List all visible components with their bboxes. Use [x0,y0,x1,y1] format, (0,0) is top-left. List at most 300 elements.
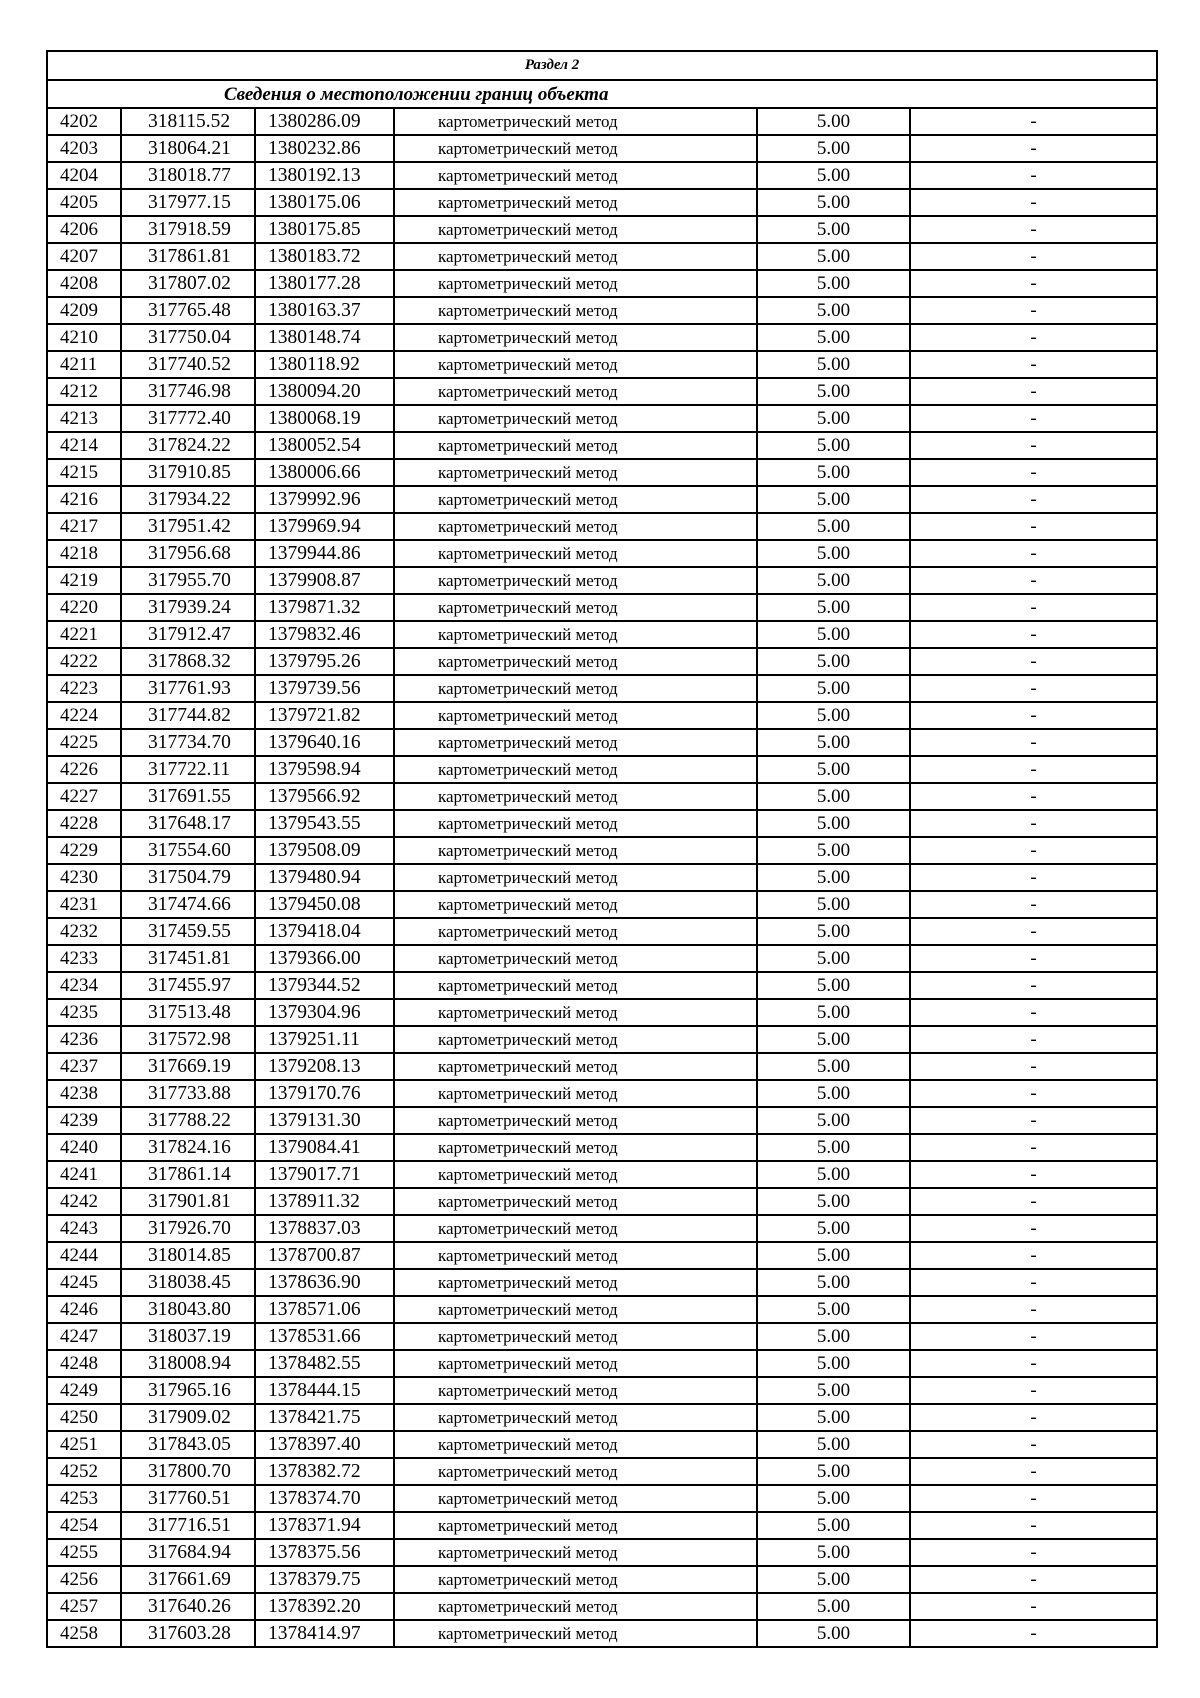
coordinate-x-cell: 317910.85 [121,459,255,486]
method-cell: картометрический метод [394,351,757,378]
point-number-cell: 4230 [47,864,121,891]
table-row [47,108,1157,135]
precision-cell: 5.00 [757,513,910,540]
coordinate-x-cell: 317951.42 [121,513,255,540]
method-cell: картометрический метод [394,135,757,162]
method-cell: картометрический метод [394,1080,757,1107]
precision-cell: 5.00 [757,540,910,567]
table-row [47,351,1157,378]
method-cell: картометрический метод [394,837,757,864]
precision-cell: 5.00 [757,162,910,189]
description-cell: - [910,810,1157,837]
method-cell: картометрический метод [394,891,757,918]
point-number-cell: 4247 [47,1323,121,1350]
method-cell: картометрический метод [394,1053,757,1080]
method-cell: картометрический метод [394,1323,757,1350]
coordinate-y-cell: 1378375.56 [255,1539,394,1566]
precision-cell: 5.00 [757,297,910,324]
table-row [47,1350,1157,1377]
coordinate-y-cell: 1378837.03 [255,1215,394,1242]
description-cell: - [910,459,1157,486]
coordinate-y-cell: 1379969.94 [255,513,394,540]
point-number-cell: 4232 [47,918,121,945]
precision-cell: 5.00 [757,1377,910,1404]
coordinate-x-cell: 318008.94 [121,1350,255,1377]
point-number-cell: 4242 [47,1188,121,1215]
point-number-cell: 4238 [47,1080,121,1107]
precision-cell: 5.00 [757,972,910,999]
table-row [47,432,1157,459]
method-cell: картометрический метод [394,108,757,135]
coordinate-x-cell: 317861.81 [121,243,255,270]
table-row [47,1053,1157,1080]
coordinate-y-cell: 1379795.26 [255,648,394,675]
point-number-cell: 4211 [47,351,121,378]
coordinate-x-cell: 317572.98 [121,1026,255,1053]
method-cell: картометрический метод [394,1431,757,1458]
coordinate-x-cell: 317734.70 [121,729,255,756]
point-number-cell: 4244 [47,1242,121,1269]
precision-cell: 5.00 [757,1485,910,1512]
precision-cell: 5.00 [757,216,910,243]
description-cell: - [910,513,1157,540]
description-cell: - [910,1431,1157,1458]
precision-cell: 5.00 [757,945,910,972]
coordinate-x-cell: 317691.55 [121,783,255,810]
coordinate-x-cell: 317956.68 [121,540,255,567]
table-row [47,135,1157,162]
table-row [47,702,1157,729]
description-cell: - [910,1161,1157,1188]
method-cell: картометрический метод [394,864,757,891]
precision-cell: 5.00 [757,1566,910,1593]
table-row [47,594,1157,621]
point-number-cell: 4210 [47,324,121,351]
point-number-cell: 4206 [47,216,121,243]
table-row [47,567,1157,594]
coordinate-y-cell: 1379992.96 [255,486,394,513]
description-cell: - [910,1080,1157,1107]
point-number-cell: 4237 [47,1053,121,1080]
table-row [47,162,1157,189]
coordinate-y-cell: 1379208.13 [255,1053,394,1080]
coordinate-x-cell: 317926.70 [121,1215,255,1242]
description-cell: - [910,1296,1157,1323]
point-number-cell: 4241 [47,1161,121,1188]
method-cell: картометрический метод [394,972,757,999]
method-cell: картометрический метод [394,1512,757,1539]
point-number-cell: 4212 [47,378,121,405]
point-number-cell: 4258 [47,1620,121,1647]
coordinate-x-cell: 317955.70 [121,567,255,594]
coordinate-y-cell: 1379832.46 [255,621,394,648]
method-cell: картометрический метод [394,783,757,810]
description-cell: - [910,243,1157,270]
point-number-cell: 4204 [47,162,121,189]
table-row [47,1431,1157,1458]
precision-cell: 5.00 [757,1242,910,1269]
section-label: Раздел 2 [47,51,1157,80]
method-cell: картометрический метод [394,1296,757,1323]
coordinate-y-cell: 1379017.71 [255,1161,394,1188]
method-cell: картометрический метод [394,1026,757,1053]
method-cell: картометрический метод [394,918,757,945]
point-number-cell: 4202 [47,108,121,135]
coordinate-x-cell: 317843.05 [121,1431,255,1458]
coordinate-x-cell: 317716.51 [121,1512,255,1539]
precision-cell: 5.00 [757,432,910,459]
table-row [47,918,1157,945]
method-cell: картометрический метод [394,216,757,243]
precision-cell: 5.00 [757,702,910,729]
coordinate-y-cell: 1378392.20 [255,1593,394,1620]
description-cell: - [910,1512,1157,1539]
table-row [47,486,1157,513]
table-row [47,864,1157,891]
table-row [47,540,1157,567]
point-number-cell: 4248 [47,1350,121,1377]
table-row [47,1485,1157,1512]
precision-cell: 5.00 [757,891,910,918]
description-cell: - [910,837,1157,864]
coordinate-x-cell: 318064.21 [121,135,255,162]
coordinate-x-cell: 317965.16 [121,1377,255,1404]
method-cell: картометрический метод [394,297,757,324]
point-number-cell: 4243 [47,1215,121,1242]
table-row [47,945,1157,972]
point-number-cell: 4219 [47,567,121,594]
description-cell: - [910,108,1157,135]
description-cell: - [910,783,1157,810]
precision-cell: 5.00 [757,756,910,783]
point-number-cell: 4209 [47,297,121,324]
point-number-cell: 4226 [47,756,121,783]
coordinate-y-cell: 1379640.16 [255,729,394,756]
precision-cell: 5.00 [757,567,910,594]
precision-cell: 5.00 [757,1026,910,1053]
coordinate-x-cell: 317807.02 [121,270,255,297]
precision-cell: 5.00 [757,1404,910,1431]
coordinate-x-cell: 317918.59 [121,216,255,243]
coordinate-x-cell: 317554.60 [121,837,255,864]
description-cell: - [910,648,1157,675]
point-number-cell: 4256 [47,1566,121,1593]
description-cell: - [910,1593,1157,1620]
method-cell: картометрический метод [394,1107,757,1134]
coordinate-y-cell: 1379344.52 [255,972,394,999]
table-row [47,837,1157,864]
coordinate-y-cell: 1379480.94 [255,864,394,891]
precision-cell: 5.00 [757,1323,910,1350]
coordinate-x-cell: 317669.19 [121,1053,255,1080]
description-cell: - [910,675,1157,702]
description-cell: - [910,540,1157,567]
coordinate-x-cell: 317640.26 [121,1593,255,1620]
coordinate-x-cell: 317861.14 [121,1161,255,1188]
precision-cell: 5.00 [757,999,910,1026]
method-cell: картометрический метод [394,243,757,270]
method-cell: картометрический метод [394,702,757,729]
table-title: Сведения о местоположении границ объекта [47,80,1157,108]
description-cell: - [910,1107,1157,1134]
table-row [47,756,1157,783]
table-row [47,513,1157,540]
method-cell: картометрический метод [394,1269,757,1296]
method-cell: картометрический метод [394,999,757,1026]
table-body [47,51,1157,1647]
coordinate-y-cell: 1380175.06 [255,189,394,216]
method-cell: картометрический метод [394,1188,757,1215]
coordinate-x-cell: 318037.19 [121,1323,255,1350]
coordinate-x-cell: 318014.85 [121,1242,255,1269]
coordinate-y-cell: 1379721.82 [255,702,394,729]
precision-cell: 5.00 [757,1458,910,1485]
coordinate-y-cell: 1378700.87 [255,1242,394,1269]
table-row [47,1242,1157,1269]
table-title-row [47,80,1157,108]
coordinate-y-cell: 1380232.86 [255,135,394,162]
precision-cell: 5.00 [757,1539,910,1566]
precision-cell: 5.00 [757,270,910,297]
precision-cell: 5.00 [757,594,910,621]
method-cell: картометрический метод [394,1539,757,1566]
precision-cell: 5.00 [757,1431,910,1458]
table-row [47,1134,1157,1161]
description-cell: - [910,378,1157,405]
point-number-cell: 4207 [47,243,121,270]
point-number-cell: 4231 [47,891,121,918]
point-number-cell: 4251 [47,1431,121,1458]
table-row [47,1458,1157,1485]
coordinate-x-cell: 317459.55 [121,918,255,945]
table-row [47,1080,1157,1107]
coordinate-x-cell: 317934.22 [121,486,255,513]
table-row [47,189,1157,216]
precision-cell: 5.00 [757,189,910,216]
precision-cell: 5.00 [757,864,910,891]
method-cell: картометрический метод [394,162,757,189]
table-row [47,405,1157,432]
coordinate-y-cell: 1379304.96 [255,999,394,1026]
coordinate-y-cell: 1380094.20 [255,378,394,405]
method-cell: картометрический метод [394,324,757,351]
coordinate-x-cell: 317760.51 [121,1485,255,1512]
method-cell: картометрический метод [394,945,757,972]
precision-cell: 5.00 [757,459,910,486]
point-number-cell: 4223 [47,675,121,702]
description-cell: - [910,1539,1157,1566]
description-cell: - [910,162,1157,189]
coordinate-x-cell: 317772.40 [121,405,255,432]
coordinate-y-cell: 1380177.28 [255,270,394,297]
point-number-cell: 4228 [47,810,121,837]
point-number-cell: 4225 [47,729,121,756]
table-row [47,459,1157,486]
coordinate-y-cell: 1379131.30 [255,1107,394,1134]
coordinate-x-cell: 317824.22 [121,432,255,459]
table-row [47,1107,1157,1134]
table-row [47,675,1157,702]
method-cell: картометрический метод [394,486,757,513]
coordinate-x-cell: 317765.48 [121,297,255,324]
table-row [47,1269,1157,1296]
coordinate-x-cell: 317744.82 [121,702,255,729]
coordinate-y-cell: 1378636.90 [255,1269,394,1296]
precision-cell: 5.00 [757,1053,910,1080]
coordinate-y-cell: 1379566.92 [255,783,394,810]
table-row [47,1620,1157,1647]
method-cell: картометрический метод [394,459,757,486]
coordinate-y-cell: 1379366.00 [255,945,394,972]
coordinate-y-cell: 1378414.97 [255,1620,394,1647]
coordinate-x-cell: 317824.16 [121,1134,255,1161]
point-number-cell: 4234 [47,972,121,999]
coordinate-y-cell: 1380163.37 [255,297,394,324]
table-row [47,216,1157,243]
coordinate-x-cell: 318018.77 [121,162,255,189]
coordinate-x-cell: 317474.66 [121,891,255,918]
method-cell: картометрический метод [394,1620,757,1647]
coordinate-y-cell: 1379084.41 [255,1134,394,1161]
precision-cell: 5.00 [757,1161,910,1188]
method-cell: картометрический метод [394,1566,757,1593]
description-cell: - [910,1134,1157,1161]
point-number-cell: 4218 [47,540,121,567]
point-number-cell: 4205 [47,189,121,216]
precision-cell: 5.00 [757,675,910,702]
table-row [47,648,1157,675]
method-cell: картометрический метод [394,594,757,621]
coordinate-y-cell: 1380118.92 [255,351,394,378]
coordinate-y-cell: 1380052.54 [255,432,394,459]
description-cell: - [910,1458,1157,1485]
coordinate-y-cell: 1378444.15 [255,1377,394,1404]
description-cell: - [910,864,1157,891]
method-cell: картометрический метод [394,675,757,702]
method-cell: картометрический метод [394,648,757,675]
point-number-cell: 4213 [47,405,121,432]
coordinate-x-cell: 317901.81 [121,1188,255,1215]
coordinate-y-cell: 1380183.72 [255,243,394,270]
point-number-cell: 4217 [47,513,121,540]
coordinate-y-cell: 1379739.56 [255,675,394,702]
method-cell: картометрический метод [394,1350,757,1377]
point-number-cell: 4203 [47,135,121,162]
coordinate-x-cell: 317868.32 [121,648,255,675]
coordinate-y-cell: 1379871.32 [255,594,394,621]
coordinate-y-cell: 1379508.09 [255,837,394,864]
table-row [47,378,1157,405]
description-cell: - [910,1053,1157,1080]
coordinate-y-cell: 1380192.13 [255,162,394,189]
boundary-points-table [46,50,1158,1648]
point-number-cell: 4227 [47,783,121,810]
coordinate-x-cell: 317504.79 [121,864,255,891]
coordinate-y-cell: 1378421.75 [255,1404,394,1431]
coordinate-y-cell: 1379418.04 [255,918,394,945]
precision-cell: 5.00 [757,405,910,432]
description-cell: - [910,1269,1157,1296]
coordinate-x-cell: 317455.97 [121,972,255,999]
table-row [47,324,1157,351]
precision-cell: 5.00 [757,108,910,135]
table-row [47,1026,1157,1053]
coordinate-x-cell: 317761.93 [121,675,255,702]
point-number-cell: 4254 [47,1512,121,1539]
coordinate-x-cell: 317513.48 [121,999,255,1026]
method-cell: картометрический метод [394,1161,757,1188]
coordinate-y-cell: 1379251.11 [255,1026,394,1053]
table-row [47,1512,1157,1539]
precision-cell: 5.00 [757,378,910,405]
method-cell: картометрический метод [394,1134,757,1161]
precision-cell: 5.00 [757,324,910,351]
table-row [47,999,1157,1026]
precision-cell: 5.00 [757,1134,910,1161]
table-row [47,729,1157,756]
precision-cell: 5.00 [757,351,910,378]
description-cell: - [910,891,1157,918]
precision-cell: 5.00 [757,1620,910,1647]
point-number-cell: 4249 [47,1377,121,1404]
table-row [47,1593,1157,1620]
point-number-cell: 4239 [47,1107,121,1134]
coordinate-x-cell: 317750.04 [121,324,255,351]
precision-cell: 5.00 [757,1080,910,1107]
coordinate-y-cell: 1380148.74 [255,324,394,351]
table-row [47,1539,1157,1566]
coordinate-x-cell: 317800.70 [121,1458,255,1485]
description-cell: - [910,1242,1157,1269]
method-cell: картометрический метод [394,378,757,405]
table-row [47,621,1157,648]
precision-cell: 5.00 [757,837,910,864]
method-cell: картометрический метод [394,540,757,567]
point-number-cell: 4229 [47,837,121,864]
coordinate-y-cell: 1380175.85 [255,216,394,243]
precision-cell: 5.00 [757,1269,910,1296]
coordinate-y-cell: 1378571.06 [255,1296,394,1323]
method-cell: картометрический метод [394,432,757,459]
coordinate-x-cell: 318043.80 [121,1296,255,1323]
method-cell: картометрический метод [394,756,757,783]
coordinate-x-cell: 317451.81 [121,945,255,972]
description-cell: - [910,432,1157,459]
coordinate-y-cell: 1379944.86 [255,540,394,567]
method-cell: картометрический метод [394,270,757,297]
method-cell: картометрический метод [394,810,757,837]
coordinate-x-cell: 317909.02 [121,1404,255,1431]
coordinate-y-cell: 1379598.94 [255,756,394,783]
point-number-cell: 4222 [47,648,121,675]
method-cell: картометрический метод [394,1458,757,1485]
coordinate-y-cell: 1378371.94 [255,1512,394,1539]
description-cell: - [910,189,1157,216]
point-number-cell: 4235 [47,999,121,1026]
table-row [47,1188,1157,1215]
coordinate-y-cell: 1378379.75 [255,1566,394,1593]
table-row [47,1161,1157,1188]
precision-cell: 5.00 [757,486,910,513]
table-row [47,1296,1157,1323]
description-cell: - [910,405,1157,432]
point-number-cell: 4257 [47,1593,121,1620]
point-number-cell: 4221 [47,621,121,648]
point-number-cell: 4224 [47,702,121,729]
table-row [47,1566,1157,1593]
table-row [47,1323,1157,1350]
point-number-cell: 4245 [47,1269,121,1296]
